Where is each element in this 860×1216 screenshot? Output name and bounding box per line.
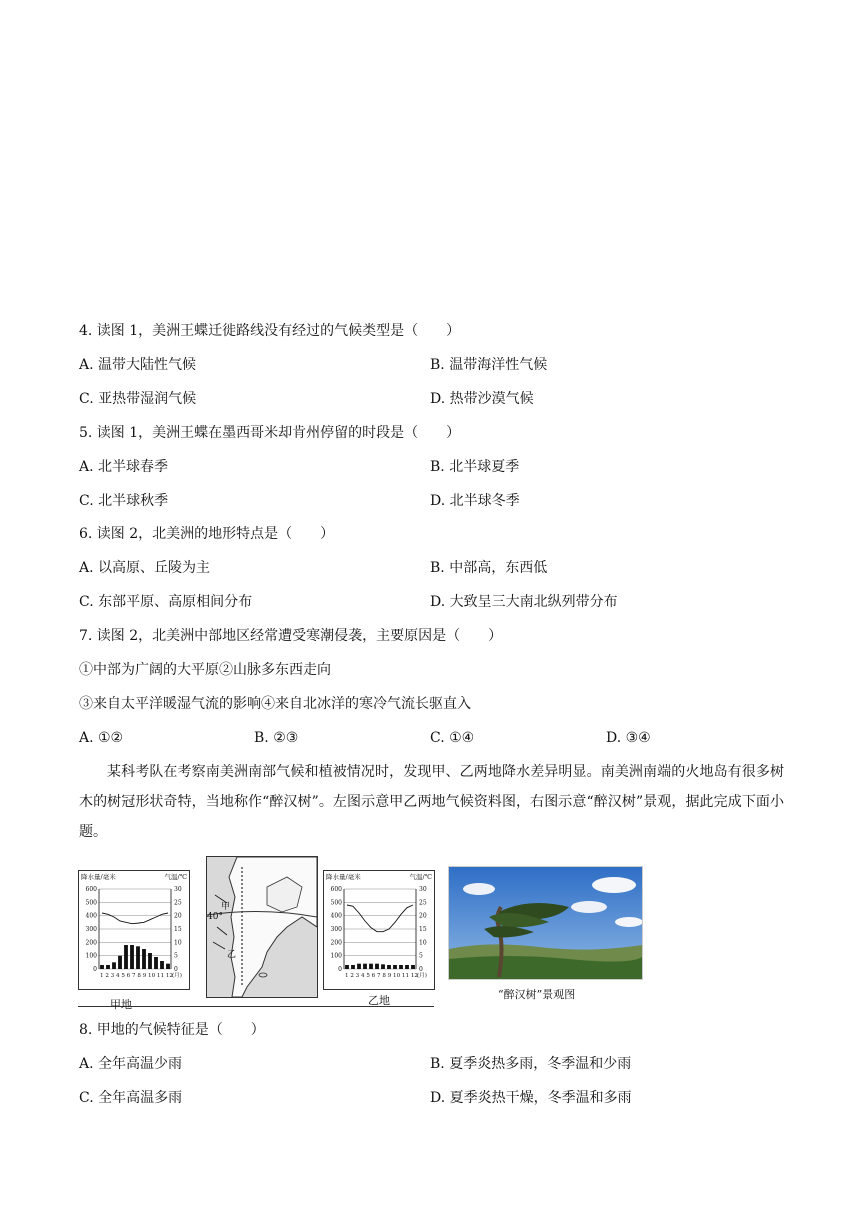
question-6-stem: 6. 读图 2，北美洲的地形特点是（ ） [79, 526, 335, 542]
chart-right-tick: 0 [174, 966, 178, 973]
precip-bar [369, 964, 373, 969]
chart-left-tick: 500 [330, 899, 342, 907]
precip-bar [393, 965, 397, 969]
question-7-option-a: A. ①② [79, 730, 124, 746]
precip-bar [381, 964, 385, 969]
precip-bar [387, 965, 391, 969]
precip-bar [411, 965, 415, 969]
question-6-option-a: A. 以高原、丘陵为主 [79, 560, 211, 576]
precip-bar [136, 946, 140, 969]
chart-right-tick: 10 [174, 939, 182, 947]
reading-passage [79, 757, 784, 847]
chart-x-unit: (月) [417, 973, 427, 979]
chart-jia-caption: 甲地 [110, 998, 132, 1011]
question-6-option-b: B. 中部高，东西低 [430, 560, 548, 576]
precip-bar [148, 953, 152, 969]
chart-right-tick: 30 [419, 886, 427, 893]
precip-bar [142, 949, 146, 969]
question-7-stem: 7. 读图 2，北美洲中部地区经常遭受寒潮侵袭，主要原因是（ ） [79, 628, 503, 644]
chart-ylabel-left: 降水量/毫米 [81, 873, 116, 881]
climate-chart-yi-svg [324, 871, 434, 989]
passage-text: 某科考队在考察南美洲南部气候和植被情况时，发现甲、乙两地降水差异明显。南美洲南端的火地岛有很多树木的树冠形状奇特，当地称作“醉汉树”。左图示意甲乙两地气候资料图，右图示意“醉汉树”景观，据此完成下面小题。 [79, 764, 784, 840]
photo-caption: “醉汉树”景观图 [498, 988, 576, 1001]
chart-x-ticks: 1 2 3 4 5 6 7 8 9 10 11 12 [345, 973, 418, 979]
question-4-option-b: B. 温带海洋性气候 [430, 357, 548, 373]
question-7-option-b: B. ②③ [254, 730, 299, 746]
chart-left-tick: 0 [93, 966, 97, 973]
question-7-statement-2: ③来自太平洋暖湿气流的影响④来自北冰洋的寒冷气流长驱直入 [79, 696, 471, 712]
precip-bar [357, 964, 361, 969]
precip-bar [130, 945, 134, 969]
question-8-option-d: D. 夏季炎热干燥，冬季温和多雨 [430, 1090, 632, 1106]
precip-bar [154, 957, 158, 969]
precip-bar [405, 965, 409, 969]
chart-left-tick: 200 [330, 939, 342, 947]
question-6-option-d: D. 大致呈三大南北纵列带分布 [430, 594, 618, 610]
map-svg [207, 857, 317, 997]
climate-chart-jia-svg [79, 871, 189, 989]
question-8-stem: 8. 甲地的气候特征是（ ） [79, 1022, 265, 1038]
precip-bar [363, 964, 367, 969]
chart-left-tick: 100 [85, 952, 97, 960]
question-4-stem: 4. 读图 1，美洲王蝶迁徙路线没有经过的气候类型是（ ） [79, 323, 461, 339]
map-label-lat: 40° [207, 912, 223, 922]
chart-right-tick: 0 [419, 966, 423, 973]
chart-right-tick: 5 [174, 952, 178, 960]
map-label-jia: 甲 [221, 902, 231, 912]
map-label-yi: 乙 [227, 950, 237, 960]
figure-climate-and-tree [78, 856, 643, 1011]
drunk-tree-photo-svg [449, 867, 642, 979]
question-4-option-d: D. 热带沙漠气候 [430, 391, 534, 407]
chart-left-tick: 600 [330, 886, 342, 893]
chart-right-tick: 30 [174, 886, 182, 893]
chart-x-ticks: 1 2 3 4 5 6 7 8 9 10 11 12 [100, 973, 173, 979]
precip-bar [106, 965, 110, 969]
chart-left-tick: 100 [330, 952, 342, 960]
precip-bar [351, 965, 355, 969]
precip-bar [399, 965, 403, 969]
question-5-stem: 5. 读图 1，美洲王蝶在墨西哥米却肯州停留的时段是（ ） [79, 425, 461, 441]
chart-ylabel-right: 气温/℃ [164, 873, 187, 881]
chart-ylabel-right: 气温/℃ [409, 873, 432, 881]
question-5-option-b: B. 北半球夏季 [430, 459, 520, 475]
chart-left-tick: 300 [85, 926, 97, 933]
precip-bar [375, 964, 379, 969]
question-8-option-a: A. 全年高温少雨 [79, 1056, 183, 1072]
chart-left-tick: 500 [85, 899, 97, 907]
question-7-statement-1: ①中部为广阔的大平原②山脉多东西走向 [79, 662, 331, 678]
chart-left-tick: 0 [338, 966, 342, 973]
question-6-option-c: C. 东部平原、高原相间分布 [79, 594, 253, 610]
question-4-option-a: A. 温带大陆性气候 [79, 357, 197, 373]
chart-right-tick: 20 [174, 912, 182, 920]
drunk-tree-photo [448, 866, 643, 980]
chart-right-tick: 25 [419, 899, 427, 907]
question-7-option-c: C. ①④ [430, 730, 475, 746]
question-5-option-c: C. 北半球秋季 [79, 493, 169, 509]
temperature-line [102, 913, 168, 924]
chart-left-tick: 200 [85, 939, 97, 947]
precip-bar [166, 964, 170, 969]
chart-left-tick: 600 [85, 886, 97, 893]
precip-bar [112, 962, 116, 969]
chart-left-tick: 400 [85, 912, 97, 920]
question-5-option-a: A. 北半球春季 [79, 459, 169, 475]
chart-left-tick: 300 [330, 926, 342, 933]
question-4-option-c: C. 亚热带湿润气候 [79, 391, 197, 407]
precip-bar [345, 965, 349, 969]
precip-bar [100, 965, 104, 969]
chart-right-tick: 10 [419, 939, 427, 947]
question-7-option-d: D. ③④ [606, 730, 651, 746]
chart-right-tick: 20 [419, 912, 427, 920]
temperature-line [347, 905, 413, 932]
south-america-map [206, 856, 318, 998]
question-8-option-b: B. 夏季炎热多雨，冬季温和少雨 [430, 1056, 632, 1072]
chart-right-tick: 5 [419, 952, 423, 960]
climate-chart-yi [323, 870, 435, 990]
chart-x-unit: (月) [172, 973, 182, 979]
precip-bar [160, 961, 164, 969]
question-8-option-c: C. 全年高温多雨 [79, 1090, 183, 1106]
climate-chart-jia [78, 870, 190, 990]
precip-bar [118, 956, 122, 969]
chart-left-tick: 400 [330, 912, 342, 920]
chart-right-tick: 25 [174, 899, 182, 907]
chart-right-tick: 15 [174, 926, 182, 933]
question-5-option-d: D. 北半球冬季 [430, 493, 520, 509]
chart-right-tick: 15 [419, 926, 427, 933]
chart-ylabel-left: 降水量/毫米 [326, 873, 361, 881]
chart-yi-caption: 乙地 [368, 994, 390, 1007]
precip-bar [124, 945, 128, 969]
